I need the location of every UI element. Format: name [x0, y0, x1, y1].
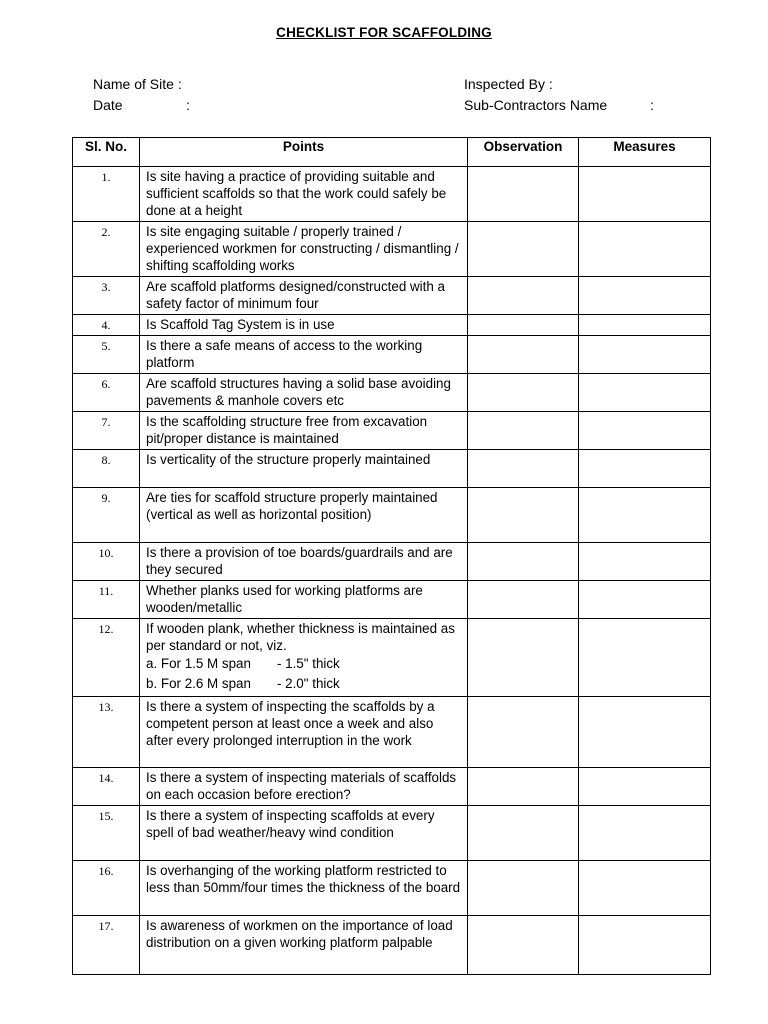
table-row	[73, 916, 711, 975]
row-point: Are scaffold structures having a solid base avoiding pavements & manhole covers etc	[140, 374, 468, 412]
table-header-row	[73, 138, 711, 167]
row-sl-no: 1.	[73, 167, 140, 222]
observation-cell[interactable]	[468, 412, 579, 450]
row-point: Is awareness of workmen on the importance of load distribution on a given working platform palpable	[140, 916, 468, 975]
row-sl-no: 15.	[73, 806, 140, 861]
observation-cell[interactable]	[468, 277, 579, 315]
observation-cell[interactable]	[468, 861, 579, 916]
row-point: Is there a provision of toe boards/guardrails and are they secured	[140, 543, 468, 581]
table-row	[73, 222, 711, 277]
observation-cell[interactable]	[468, 619, 579, 697]
table-row	[73, 374, 711, 412]
row-point: Is Scaffold Tag System is in use	[140, 315, 468, 336]
row-point: Is there a safe means of access to the working platform	[140, 336, 468, 374]
row-point: Is overhanging of the working platform restricted to less than 50mm/four times the thickness of the board	[140, 861, 468, 916]
observation-cell[interactable]	[468, 916, 579, 975]
table-row	[73, 315, 711, 336]
row-sl-no: 13.	[73, 697, 140, 768]
row-sl-no: 17.	[73, 916, 140, 975]
row-sl-no: 4.	[73, 315, 140, 336]
row-point: Is verticality of the structure properly maintained	[140, 450, 468, 488]
checklist-table	[72, 137, 711, 975]
page-title: CHECKLIST FOR SCAFFOLDING	[276, 25, 492, 40]
span-spec-b-value: - 2.0" thick	[276, 676, 340, 691]
row-sl-no: 12.	[73, 619, 140, 697]
span-spec-a	[146, 654, 463, 674]
span-spec-a-label: a. For 1.5 M span	[146, 656, 251, 671]
sub-contractors-colon: :	[650, 97, 654, 113]
table-row	[73, 543, 711, 581]
observation-cell[interactable]	[468, 697, 579, 768]
observation-cell[interactable]	[468, 222, 579, 277]
column-header-points: Points	[140, 138, 468, 167]
span-spec-a-value: - 1.5" thick	[276, 656, 340, 671]
row-point-wooden-plank	[140, 619, 468, 697]
measures-cell[interactable]	[579, 543, 711, 581]
span-spec-b-label: b. For 2.6 M span	[146, 676, 251, 691]
table-row	[73, 806, 711, 861]
table-row	[73, 697, 711, 768]
row-point: Is there a system of inspecting the scaffolds by a competent person at least once a week and also after every prolonged interruption in the work	[140, 697, 468, 768]
column-header-sl-no: Sl. No.	[73, 138, 140, 167]
measures-cell[interactable]	[579, 450, 711, 488]
measures-cell[interactable]	[579, 581, 711, 619]
measures-cell[interactable]	[579, 488, 711, 543]
row-sl-no: 9.	[73, 488, 140, 543]
row-point: If wooden plank, whether thickness is maintained as per standard or not, viz.	[146, 621, 455, 653]
measures-cell[interactable]	[579, 916, 711, 975]
table-row	[73, 167, 711, 222]
observation-cell[interactable]	[468, 315, 579, 336]
table-row	[73, 488, 711, 543]
measures-cell[interactable]	[579, 167, 711, 222]
row-point: Is the scaffolding structure free from excavation pit/proper distance is maintained	[140, 412, 468, 450]
observation-cell[interactable]	[468, 374, 579, 412]
table-row	[73, 768, 711, 806]
observation-cell[interactable]	[468, 806, 579, 861]
measures-cell[interactable]	[579, 222, 711, 277]
row-sl-no: 3.	[73, 277, 140, 315]
row-point: Whether planks used for working platforms are wooden/metallic	[140, 581, 468, 619]
name-of-site-label: Name of Site :	[93, 76, 182, 92]
table-row	[73, 861, 711, 916]
row-sl-no: 14.	[73, 768, 140, 806]
row-point: Are scaffold platforms designed/constructed with a safety factor of minimum four	[140, 277, 468, 315]
observation-cell[interactable]	[468, 768, 579, 806]
row-point: Is there a system of inspecting scaffolds at every spell of bad weather/heavy wind condition	[140, 806, 468, 861]
table-row	[73, 581, 711, 619]
table-row	[73, 277, 711, 315]
row-point: Are ties for scaffold structure properly maintained (vertical as well as horizontal position)	[140, 488, 468, 543]
row-sl-no: 10.	[73, 543, 140, 581]
measures-cell[interactable]	[579, 697, 711, 768]
row-sl-no: 5.	[73, 336, 140, 374]
observation-cell[interactable]	[468, 581, 579, 619]
observation-cell[interactable]	[468, 167, 579, 222]
observation-cell[interactable]	[468, 543, 579, 581]
row-sl-no: 8.	[73, 450, 140, 488]
measures-cell[interactable]	[579, 374, 711, 412]
table-row	[73, 450, 711, 488]
measures-cell[interactable]	[579, 619, 711, 697]
measures-cell[interactable]	[579, 806, 711, 861]
column-header-measures: Measures	[579, 138, 711, 167]
measures-cell[interactable]	[579, 315, 711, 336]
measures-cell[interactable]	[579, 861, 711, 916]
measures-cell[interactable]	[579, 336, 711, 374]
row-point: Is there a system of inspecting materials of scaffolds on each occasion before erection?	[140, 768, 468, 806]
inspected-by-label: Inspected By :	[464, 76, 553, 92]
row-point: Is site engaging suitable / properly trained / experienced workmen for constructing / dismantling / shifting scaffolding works	[140, 222, 468, 277]
table-row	[73, 336, 711, 374]
row-point: Is site having a practice of providing suitable and sufficient scaffolds so that the work could safely be done at a height	[140, 167, 468, 222]
row-sl-no: 16.	[73, 861, 140, 916]
column-header-observation: Observation	[468, 138, 579, 167]
table-row	[73, 412, 711, 450]
row-sl-no: 11.	[73, 581, 140, 619]
date-label: Date	[93, 97, 123, 113]
row-sl-no: 7.	[73, 412, 140, 450]
measures-cell[interactable]	[579, 277, 711, 315]
row-sl-no: 2.	[73, 222, 140, 277]
sub-contractors-label: Sub-Contractors Name	[464, 97, 608, 113]
observation-cell[interactable]	[468, 450, 579, 488]
row-sl-no: 6.	[73, 374, 140, 412]
table-row	[73, 619, 711, 697]
measures-cell[interactable]	[579, 412, 711, 450]
observation-cell[interactable]	[468, 336, 579, 374]
date-colon: :	[186, 97, 190, 113]
observation-cell[interactable]	[468, 488, 579, 543]
measures-cell[interactable]	[579, 768, 711, 806]
span-spec-b	[146, 674, 463, 694]
